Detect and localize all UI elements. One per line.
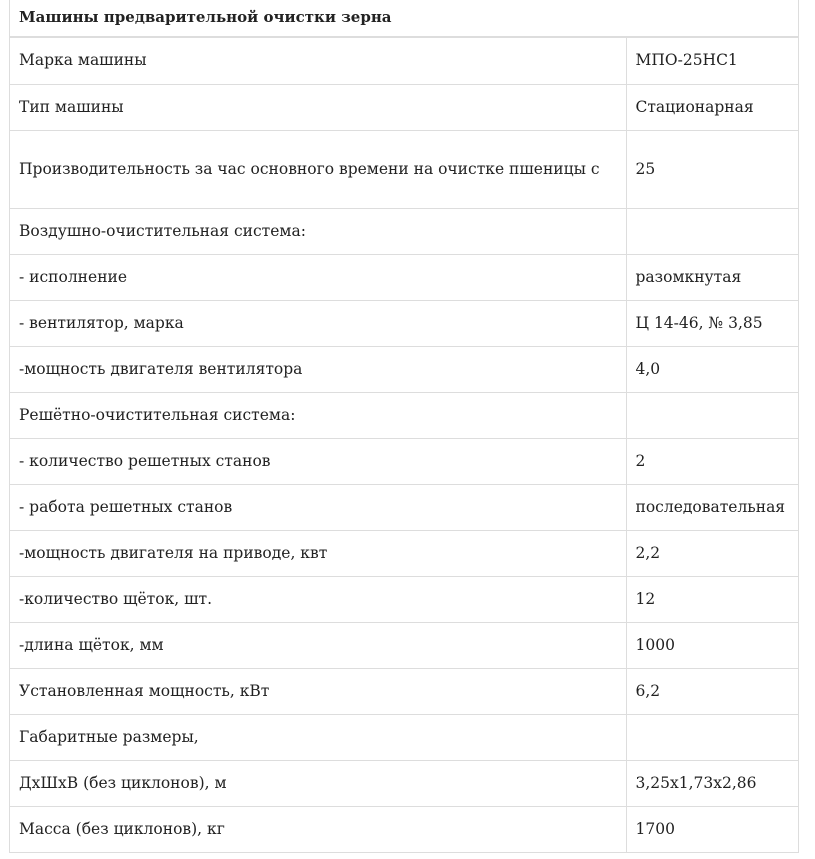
table-row (10, 714, 798, 760)
spec-table (10, 38, 798, 853)
row-label: - работа решетных станов (10, 484, 626, 530)
row-value: последовательная (626, 484, 798, 530)
row-value (626, 208, 798, 254)
row-value: 1000 (626, 622, 798, 668)
row-label: -длина щёток, мм (10, 622, 626, 668)
table-row (10, 530, 798, 576)
row-label: Решётно-очистительная система: (10, 392, 626, 438)
row-value (626, 714, 798, 760)
row-label: Воздушно-очистительная система: (10, 208, 626, 254)
table-row (10, 668, 798, 714)
row-value: Стационарная (626, 84, 798, 130)
table-row (10, 576, 798, 622)
row-label: - исполнение (10, 254, 626, 300)
row-label: Установленная мощность, кВт (10, 668, 626, 714)
table-row (10, 84, 798, 130)
row-value: 3,25х1,73х2,86 (626, 760, 798, 806)
row-label: - вентилятор, марка (10, 300, 626, 346)
table-row (10, 392, 798, 438)
row-label: Масса (без циклонов), кг (10, 806, 626, 852)
table-row (10, 130, 798, 208)
row-value: 4,0 (626, 346, 798, 392)
table-row (10, 208, 798, 254)
table-title: Машины предварительной очистки зерна (10, 0, 798, 38)
row-value: 6,2 (626, 668, 798, 714)
row-label: -мощность двигателя вентилятора (10, 346, 626, 392)
row-value: разомкнутая (626, 254, 798, 300)
row-value (626, 392, 798, 438)
row-value: 25 (626, 130, 798, 208)
row-value: 1700 (626, 806, 798, 852)
row-label: -количество щёток, шт. (10, 576, 626, 622)
row-value: МПО-25НС1 (626, 38, 798, 84)
row-label: ДхШхВ (без циклонов), м (10, 760, 626, 806)
row-label: -мощность двигателя на приводе, квт (10, 530, 626, 576)
row-label: Производительность за час основного времени на очистке пшеницы с (10, 130, 626, 208)
row-label: Тип машины (10, 84, 626, 130)
table-row (10, 346, 798, 392)
row-value: 2,2 (626, 530, 798, 576)
row-value: 2 (626, 438, 798, 484)
row-label: - количество решетных станов (10, 438, 626, 484)
row-value: 12 (626, 576, 798, 622)
table-row (10, 300, 798, 346)
table-row (10, 622, 798, 668)
row-label: Марка машины (10, 38, 626, 84)
table-row (10, 484, 798, 530)
table-row (10, 438, 798, 484)
spec-table-container (9, 0, 799, 853)
table-row (10, 760, 798, 806)
row-value: Ц 14-46, № 3,85 (626, 300, 798, 346)
table-row (10, 806, 798, 852)
row-label: Габаритные размеры, (10, 714, 626, 760)
table-row (10, 254, 798, 300)
table-row (10, 38, 798, 84)
